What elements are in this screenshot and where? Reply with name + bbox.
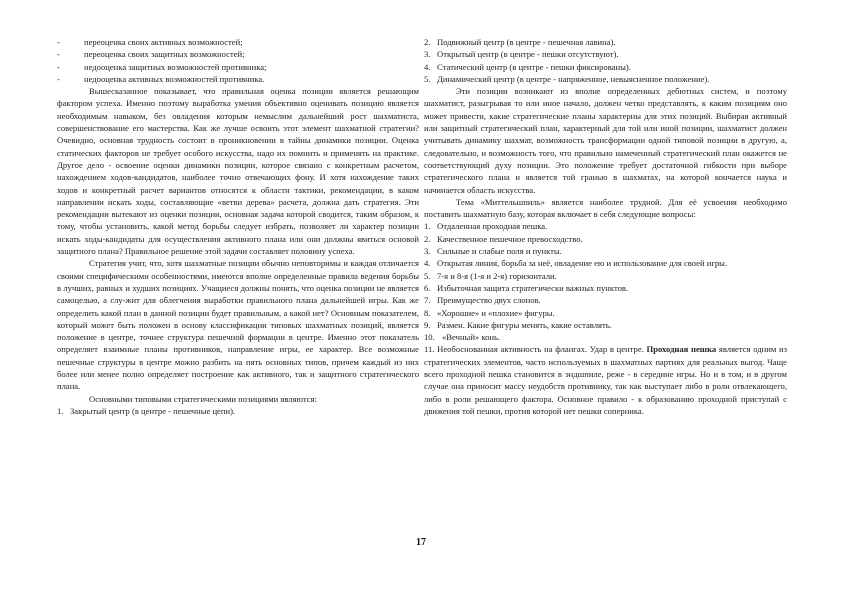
list-item (424, 61, 787, 73)
left-column (57, 36, 419, 417)
list-item (424, 36, 787, 48)
item-text: Динамический центр (в центре - напряженное, невыясненное положение). (437, 73, 710, 84)
paragraph: Вышесказанное показывает, что правильная оценка позиции является решающим фактором успеха. Именно поэтому выработка умения объективно оценивать позицию является необходимым навыком, без овладения которым немыслим дальнейший рост шахматиста, совершенствование его мастерства. Как же лучше освоить этот элемент шахматной стратегии? Очевидно, основная трудность состоит в проникновении в тайны динамики позиции. Оценка статических факторов не требует особого искусства, надо их помнить и применять на практике. Другое дело - освоение оценки динамики позиции, которое связано с конкретным расчетом, нахождением ходов-кандидатов, наиболее точно отвечающих фону. И хотя нахождение таких ходов и конкретный расчет вариантов относятся к области тактики, рекомендации, в каком направлении искать ходы, составляющие «ветви дерева» расчета, должна дать стратегия. Эти рекомендации вытекают из оценки позиции, основная задача которой сводится, таким образом, к тому, чтобы установить, какой метод борьбы следует избрать, позволяет ли характер позиции искать ходы-кандидаты для осуществления активного плана или они должны явиться основой защитного плана? Правильное решение этой задачи составляет половину успеха. (57, 86, 419, 257)
paragraph-passed-pawn (424, 343, 787, 417)
list-item (424, 282, 787, 294)
item-text: Открытый центр (в центре - пешки отсутствуют). (437, 49, 619, 60)
item-text: Преимущество двух слонов. (437, 295, 541, 306)
item-number: 10. (424, 332, 435, 343)
list-item (424, 307, 787, 319)
item-number: 9. (424, 319, 431, 330)
item-text: 7-я и 8-я (1-я и 2-я) горизонтали. (437, 270, 557, 281)
list-item: - недооценка активных возможностей противника. (57, 73, 419, 85)
item-number: 3. (424, 49, 431, 60)
list-item (424, 331, 787, 343)
list-item: - недооценка защитных возможностей противника; (57, 61, 419, 73)
item-number: 4. (424, 258, 431, 269)
item-number: 2. (424, 37, 431, 47)
item-number: 8. (424, 307, 431, 318)
item-text: Размен. Какие фигуры менять, какие оставлять. (437, 319, 612, 330)
item-number: 4. (424, 61, 431, 72)
paragraph: Стратегия учит, что, хотя шахматные позиции обычно неповторимы и каждая отличается своими специфическими особенностями, имеются вполне определенные правила ведения борьбы в лучших, равных и худших позициях. Учащиеся должны понять, что оценка позиции не является самоцелью, а слу-жит для облегчения выработки правильного плана дальнейшей игры. Как же определить какой план в данной позиции будет правильным, а какой нет? Основным показателем, который может быть положен в основу классификации типовых шахматных позиций, является положение в центре, точнее структура пешечной формации в центре. Именно этот показатель определяет взаимные планы противников, направление игры, ее характер. Все возможные пешечные структуры в центре можно разбить на пять основных типов, причем каждый из них более или менее полно определяет построение как активного, так и защитного стратегического плана. (57, 258, 419, 392)
list-item (57, 405, 419, 417)
list-item (424, 319, 787, 331)
list-item (424, 48, 787, 60)
item-text: Качественное пешечное превосходство. (437, 233, 583, 244)
item-number: 5. (424, 270, 431, 281)
bullet-text: переоценка своих активных возможностей; (84, 37, 243, 47)
paragraph: Эти позиции возникают из вполне определенных дебютных систем, и поэтому шахматист, разыгрывая то или иное начало, должен четко представлять, к каким позициям оно может привести, какие стратегические планы характерны для этих позиций. Выбирая активный или защитный стратегический план, характерный для той или иной позиции, шахматист должен учитывать динамику шахмат, возможность трансформации одной типовой позиции в другую, а, следовательно, и возможность того, что правильно намеченный стратегический план окажется не соответствующий духу позиции. Это положение требует достаточной гибкости при выборе стратегического плана и является той гранью в шахматах, на которой кончается наука и начинается область искусства. (424, 86, 787, 195)
right-column (424, 36, 787, 417)
item-number: 1. (424, 221, 431, 232)
item-number: 7. (424, 295, 431, 306)
item-number: 5. (424, 73, 431, 84)
list-item (424, 73, 787, 85)
bullet-text: переоценка своих защитных возможностей; (84, 49, 245, 60)
page-number: 17 (416, 537, 426, 548)
item-text: Открытая линия, борьба за неё, овладение ею и использование для своей игры. (437, 258, 728, 269)
item-text: Статический центр (в центре - пешки фиксированы). (437, 61, 631, 72)
list-item (424, 257, 787, 269)
list-item (424, 270, 787, 282)
list-item (424, 233, 787, 245)
paragraph: Тема «Миттельшпиль» является наиболее трудной. Для её усвоения необходимо поставить шахматную базу, которая включает в себя следующие вопросы: (424, 196, 787, 220)
list-item (424, 245, 787, 257)
bullet-text: недооценка активных возможностей противника. (84, 73, 265, 84)
item-text: Закрытый центр (в центре - пешечные цепи). (70, 405, 236, 416)
item-lead: Необоснованная активность на флангах. Удар в центре. (437, 344, 644, 355)
item-rest: является одним из стратегических элементов, часто используемых в шахматных партиях для реальных выгод. Чаще всего проходной пешка становится в эндшпиле, реже - в середине игры. Но и в том, и в другом случае она приносит массу неудобств противнику, так как выступает либо в роли отвлекающего, либо в роли решающего фактора. Основное правило - к образованию проходной приступай с движения той пешки, против которой нет пешки соперника. (424, 344, 787, 416)
item-text: Подвижный центр (в центре - пешечная лавина). (437, 37, 616, 47)
item-text: Избыточная защита стратегически важных пунктов. (437, 282, 629, 293)
list-item (424, 220, 787, 232)
item-number: 11. (424, 344, 435, 355)
item-number: 2. (424, 233, 431, 244)
item-text: «Хорошие» и «плохие» фигуры. (437, 307, 555, 318)
item-text: «Вечный» конь. (442, 332, 501, 343)
item-number: 1. (57, 405, 64, 416)
term-bold: Проходная пешка (646, 344, 717, 355)
list-item: - переоценка своих активных возможностей; (57, 36, 419, 48)
item-text: Сильные и слабые поля и пункты. (437, 246, 562, 257)
paragraph: Основными типовыми стратегическими позициями являются: (89, 393, 317, 404)
list-item (424, 294, 787, 306)
item-number: 3. (424, 246, 431, 257)
list-item: - переоценка своих защитных возможностей; (57, 48, 419, 60)
bullet-text: недооценка защитных возможностей противника; (84, 61, 267, 72)
item-text: Отдаленная проходная пешка. (437, 221, 548, 232)
item-number: 6. (424, 282, 431, 293)
